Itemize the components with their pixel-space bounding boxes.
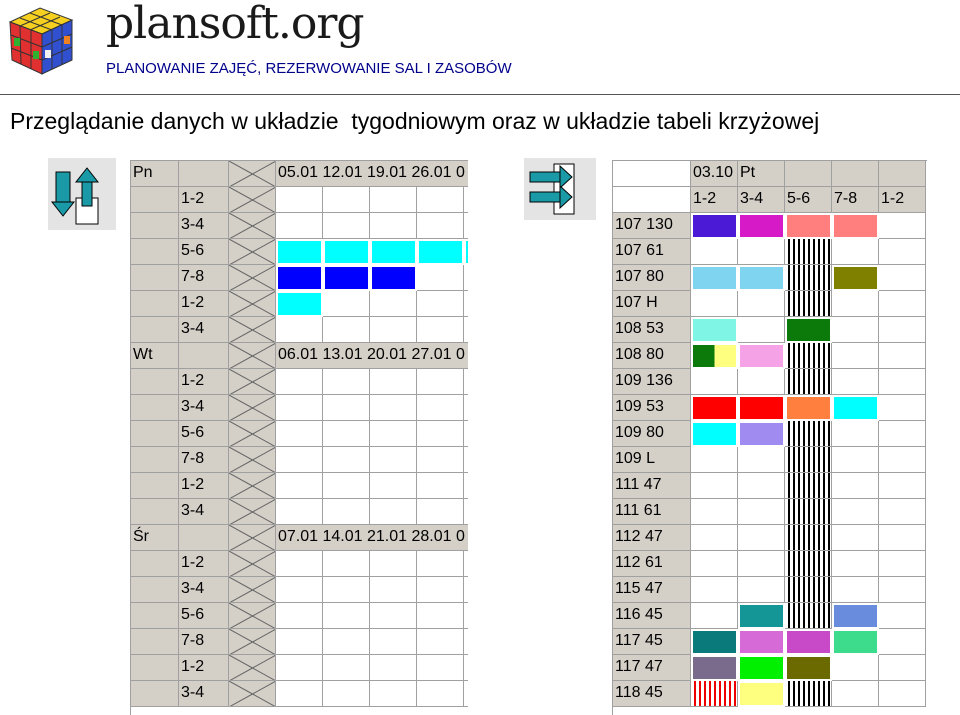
room-label[interactable]: 109 53 xyxy=(613,395,691,421)
schedule-cell[interactable] xyxy=(464,499,468,525)
schedule-cell[interactable] xyxy=(323,317,370,343)
booking-cell[interactable] xyxy=(832,265,879,291)
slot-label[interactable]: 7-8 xyxy=(179,447,229,473)
room-label[interactable]: 116 45 xyxy=(613,603,691,629)
room-label[interactable]: 109 80 xyxy=(613,421,691,447)
booking-cell[interactable] xyxy=(785,317,832,343)
room-label[interactable]: 112 47 xyxy=(613,525,691,551)
booking-cell[interactable] xyxy=(785,291,832,317)
schedule-cell[interactable] xyxy=(464,421,468,447)
schedule-cell[interactable] xyxy=(417,421,464,447)
slot-header[interactable]: 3-4 xyxy=(738,187,785,213)
schedule-cell[interactable] xyxy=(323,629,370,655)
week-dates: 05.01 12.01 19.01 26.01 0 xyxy=(276,161,468,187)
booking-cell[interactable] xyxy=(785,655,832,681)
schedule-cell[interactable] xyxy=(417,265,464,291)
schedule-cell[interactable] xyxy=(417,473,464,499)
slot-label[interactable]: 1-2 xyxy=(179,187,229,213)
row-header-blank xyxy=(131,655,179,681)
schedule-cell[interactable] xyxy=(464,577,468,603)
booking-cell[interactable] xyxy=(832,369,879,395)
schedule-cell[interactable] xyxy=(276,395,323,421)
schedule-cell[interactable] xyxy=(323,499,370,525)
booking-cell[interactable] xyxy=(879,421,926,447)
booking-cell[interactable] xyxy=(785,681,832,707)
arrows-right-icon xyxy=(524,158,596,220)
row-header-blank xyxy=(131,499,179,525)
schedule-cell[interactable] xyxy=(276,447,323,473)
cross-cell xyxy=(229,655,276,681)
row-header-blank xyxy=(131,473,179,499)
schedule-cell[interactable] xyxy=(370,213,417,239)
day-label-spacer xyxy=(179,525,229,551)
schedule-cell[interactable] xyxy=(370,447,417,473)
booking-cell[interactable] xyxy=(785,213,832,239)
schedule-cell[interactable] xyxy=(323,577,370,603)
room-label[interactable]: 109 136 xyxy=(613,369,691,395)
booking-cell[interactable] xyxy=(691,473,738,499)
schedule-cell[interactable] xyxy=(276,603,323,629)
booking-cell[interactable] xyxy=(738,421,785,447)
booking-cell[interactable] xyxy=(738,681,785,707)
booking-cell[interactable] xyxy=(738,213,785,239)
cross-cell xyxy=(229,629,276,655)
schedule-cell[interactable] xyxy=(417,629,464,655)
date-header: 03.10 xyxy=(691,161,738,187)
header-blank xyxy=(785,161,832,187)
booking-cell[interactable] xyxy=(738,473,785,499)
schedule-cell[interactable] xyxy=(276,317,323,343)
cross-cell xyxy=(229,603,276,629)
room-label[interactable]: 117 45 xyxy=(613,629,691,655)
booking-cell[interactable] xyxy=(785,577,832,603)
schedule-cell[interactable] xyxy=(276,473,323,499)
schedule-cell[interactable] xyxy=(370,239,417,265)
schedule-cell[interactable] xyxy=(276,655,323,681)
slot-label[interactable]: 3-4 xyxy=(179,681,229,707)
booking-cell[interactable] xyxy=(691,395,738,421)
header-blank xyxy=(832,161,879,187)
booking-cell[interactable] xyxy=(691,629,738,655)
schedule-cell[interactable] xyxy=(464,265,468,291)
schedule-cell[interactable] xyxy=(370,187,417,213)
row-header-blank xyxy=(131,421,179,447)
cross-cell xyxy=(229,161,276,187)
booking-cell[interactable] xyxy=(785,473,832,499)
brand-subtitle: PLANOWANIE ZAJĘĆ, REZERWOWANIE SAL I ZASOBÓW xyxy=(106,60,512,77)
booking-cell[interactable] xyxy=(738,629,785,655)
booking-cell[interactable] xyxy=(879,681,926,707)
cross-cell xyxy=(229,421,276,447)
booking-cell[interactable] xyxy=(691,369,738,395)
booking-cell[interactable] xyxy=(879,265,926,291)
schedule-cell[interactable] xyxy=(276,213,323,239)
schedule-cell[interactable] xyxy=(276,577,323,603)
booking-cell[interactable] xyxy=(738,447,785,473)
schedule-cell[interactable] xyxy=(370,317,417,343)
schedule-cell[interactable] xyxy=(276,187,323,213)
booking-cell[interactable] xyxy=(879,291,926,317)
room-label[interactable]: 109 L xyxy=(613,447,691,473)
booking-cell[interactable] xyxy=(785,369,832,395)
swap-vertical-icon xyxy=(48,158,116,230)
schedule-cell[interactable] xyxy=(417,577,464,603)
slot-header[interactable]: 1-2 xyxy=(879,187,926,213)
booking-cell[interactable] xyxy=(879,577,926,603)
room-label[interactable]: 112 61 xyxy=(613,551,691,577)
booking-cell[interactable] xyxy=(691,603,738,629)
booking-cell[interactable] xyxy=(785,447,832,473)
row-header-blank xyxy=(131,317,179,343)
booking-cell[interactable] xyxy=(738,395,785,421)
schedule-cell[interactable] xyxy=(370,473,417,499)
slot-label[interactable]: 1-2 xyxy=(179,369,229,395)
page-title: Przeglądanie danych w układzie tygodniowym oraz w układzie tabeli krzyżowej xyxy=(10,108,820,134)
schedule-cell[interactable] xyxy=(276,551,323,577)
schedule-cell[interactable] xyxy=(464,317,468,343)
row-header-blank xyxy=(131,265,179,291)
schedule-cell[interactable] xyxy=(464,239,468,265)
cross-cell xyxy=(229,577,276,603)
booking-cell[interactable] xyxy=(691,577,738,603)
booking-cell[interactable] xyxy=(879,629,926,655)
booking-cell[interactable] xyxy=(738,525,785,551)
cross-cell xyxy=(229,317,276,343)
corner-cell xyxy=(613,161,691,187)
booking-cell[interactable] xyxy=(879,343,926,369)
booking-cell[interactable] xyxy=(785,395,832,421)
row-header-blank xyxy=(131,369,179,395)
booking-cell[interactable] xyxy=(785,343,832,369)
cross-cell xyxy=(229,343,276,369)
cross-cell xyxy=(229,291,276,317)
booking-cell[interactable] xyxy=(832,655,879,681)
schedule-cell[interactable] xyxy=(417,603,464,629)
booking-cell[interactable] xyxy=(691,525,738,551)
slot-label[interactable]: 3-4 xyxy=(179,499,229,525)
row-header-blank xyxy=(131,681,179,707)
day-label[interactable]: Wt xyxy=(131,343,179,369)
booking-cell[interactable] xyxy=(879,525,926,551)
booking-cell[interactable] xyxy=(832,473,879,499)
schedule-cell[interactable] xyxy=(323,551,370,577)
booking-cell[interactable] xyxy=(879,499,926,525)
cross-cell xyxy=(229,395,276,421)
booking-cell[interactable] xyxy=(738,369,785,395)
booking-cell[interactable] xyxy=(738,343,785,369)
schedule-cell[interactable] xyxy=(370,421,417,447)
schedule-cell[interactable] xyxy=(417,317,464,343)
schedule-cell[interactable] xyxy=(323,421,370,447)
booking-cell[interactable] xyxy=(879,447,926,473)
weekly-grid xyxy=(130,160,468,715)
day-label-spacer xyxy=(179,343,229,369)
schedule-cell[interactable] xyxy=(464,603,468,629)
weekly-view-button[interactable] xyxy=(48,158,116,230)
schedule-cell[interactable] xyxy=(370,551,417,577)
schedule-cell[interactable] xyxy=(323,395,370,421)
schedule-cell[interactable] xyxy=(323,239,370,265)
booking-cell[interactable] xyxy=(691,239,738,265)
slot-label[interactable]: 3-4 xyxy=(179,577,229,603)
schedule-cell[interactable] xyxy=(370,577,417,603)
slot-label[interactable]: 5-6 xyxy=(179,603,229,629)
row-header-blank xyxy=(131,603,179,629)
booking-cell[interactable] xyxy=(691,265,738,291)
booking-cell[interactable] xyxy=(832,421,879,447)
schedule-cell[interactable] xyxy=(464,681,468,707)
booking-cell[interactable] xyxy=(785,603,832,629)
room-label[interactable]: 107 130 xyxy=(613,213,691,239)
booking-cell[interactable] xyxy=(832,343,879,369)
schedule-cell[interactable] xyxy=(276,629,323,655)
booking-cell[interactable] xyxy=(785,629,832,655)
booking-cell[interactable] xyxy=(738,551,785,577)
cross-cell xyxy=(229,551,276,577)
schedule-cell[interactable] xyxy=(417,395,464,421)
room-label[interactable]: 107 80 xyxy=(613,265,691,291)
booking-cell[interactable] xyxy=(738,577,785,603)
room-label[interactable]: 108 53 xyxy=(613,317,691,343)
booking-cell[interactable] xyxy=(879,239,926,265)
header-blank xyxy=(879,161,926,187)
schedule-cell[interactable] xyxy=(464,213,468,239)
booking-cell[interactable] xyxy=(832,629,879,655)
schedule-cell[interactable] xyxy=(417,681,464,707)
booking-cell[interactable] xyxy=(738,291,785,317)
schedule-cell[interactable] xyxy=(417,551,464,577)
schedule-cell[interactable] xyxy=(323,213,370,239)
slot-label[interactable]: 5-6 xyxy=(179,421,229,447)
row-header-blank xyxy=(131,239,179,265)
booking-cell[interactable] xyxy=(832,551,879,577)
row-header-blank xyxy=(131,447,179,473)
booking-cell[interactable] xyxy=(691,421,738,447)
booking-cell[interactable] xyxy=(832,395,879,421)
schedule-cell[interactable] xyxy=(417,291,464,317)
booking-cell[interactable] xyxy=(738,239,785,265)
booking-cell[interactable] xyxy=(691,655,738,681)
slot-label[interactable]: 7-8 xyxy=(179,265,229,291)
booking-cell[interactable] xyxy=(691,681,738,707)
cross-cell xyxy=(229,473,276,499)
schedule-cell[interactable] xyxy=(417,213,464,239)
schedule-cell[interactable] xyxy=(464,629,468,655)
booking-cell[interactable] xyxy=(738,655,785,681)
slot-label[interactable]: 1-2 xyxy=(179,551,229,577)
cross-cell xyxy=(229,681,276,707)
crosstab-grid xyxy=(612,160,927,715)
booking-cell[interactable] xyxy=(879,369,926,395)
schedule-cell[interactable] xyxy=(370,369,417,395)
slot-label[interactable]: 1-2 xyxy=(179,291,229,317)
schedule-cell[interactable] xyxy=(323,291,370,317)
booking-cell[interactable] xyxy=(691,317,738,343)
booking-cell[interactable] xyxy=(691,499,738,525)
room-label[interactable]: 111 61 xyxy=(613,499,691,525)
booking-cell[interactable] xyxy=(691,291,738,317)
schedule-cell[interactable] xyxy=(417,499,464,525)
brand-title: plansoft.org xyxy=(106,0,364,49)
day-label-spacer xyxy=(179,161,229,187)
booking-cell[interactable] xyxy=(832,577,879,603)
schedule-cell[interactable] xyxy=(464,187,468,213)
schedule-cell[interactable] xyxy=(464,369,468,395)
booking-cell[interactable] xyxy=(879,655,926,681)
schedule-cell[interactable] xyxy=(323,603,370,629)
booking-cell[interactable] xyxy=(691,343,738,369)
slot-label[interactable]: 3-4 xyxy=(179,395,229,421)
slot-label[interactable]: 1-2 xyxy=(179,655,229,681)
slot-header[interactable]: 1-2 xyxy=(691,187,738,213)
schedule-cell[interactable] xyxy=(276,499,323,525)
corner-cell xyxy=(613,187,691,213)
schedule-cell[interactable] xyxy=(370,291,417,317)
booking-cell[interactable] xyxy=(691,551,738,577)
week-dates: 06.01 13.01 20.01 27.01 0 xyxy=(276,343,468,369)
booking-cell[interactable] xyxy=(785,525,832,551)
schedule-cell[interactable] xyxy=(370,681,417,707)
booking-cell[interactable] xyxy=(879,395,926,421)
booking-cell[interactable] xyxy=(691,447,738,473)
cross-cell xyxy=(229,525,276,551)
cross-cell xyxy=(229,265,276,291)
booking-cell[interactable] xyxy=(785,421,832,447)
booking-cell[interactable] xyxy=(738,499,785,525)
booking-cell[interactable] xyxy=(879,317,926,343)
schedule-cell[interactable] xyxy=(323,473,370,499)
schedule-cell[interactable] xyxy=(464,551,468,577)
slot-label[interactable]: 1-2 xyxy=(179,473,229,499)
schedule-cell[interactable] xyxy=(323,655,370,681)
schedule-cell[interactable] xyxy=(276,421,323,447)
schedule-cell[interactable] xyxy=(417,369,464,395)
row-header-blank xyxy=(131,213,179,239)
schedule-cell[interactable] xyxy=(417,187,464,213)
schedule-cell[interactable] xyxy=(464,655,468,681)
booking-cell[interactable] xyxy=(832,681,879,707)
booking-cell[interactable] xyxy=(785,265,832,291)
booking-cell[interactable] xyxy=(832,291,879,317)
booking-cell[interactable] xyxy=(785,499,832,525)
day-label[interactable]: Śr xyxy=(131,525,179,551)
cross-cell xyxy=(229,239,276,265)
booking-cell[interactable] xyxy=(879,603,926,629)
schedule-cell[interactable] xyxy=(370,629,417,655)
slot-label[interactable]: 5-6 xyxy=(179,239,229,265)
row-header-blank xyxy=(131,577,179,603)
week-dates: 07.01 14.01 21.01 28.01 0 xyxy=(276,525,468,551)
rubik-cube-icon xyxy=(2,4,78,78)
booking-cell[interactable] xyxy=(738,317,785,343)
schedule-cell[interactable] xyxy=(370,655,417,681)
booking-cell[interactable] xyxy=(832,317,879,343)
schedule-cell[interactable] xyxy=(323,187,370,213)
booking-cell[interactable] xyxy=(832,447,879,473)
schedule-cell[interactable] xyxy=(370,603,417,629)
row-header-blank xyxy=(131,551,179,577)
cross-cell xyxy=(229,369,276,395)
cross-cell xyxy=(229,187,276,213)
schedule-cell[interactable] xyxy=(464,395,468,421)
schedule-cell[interactable] xyxy=(464,447,468,473)
schedule-cell[interactable] xyxy=(417,655,464,681)
schedule-cell[interactable] xyxy=(370,265,417,291)
row-header-blank xyxy=(131,291,179,317)
schedule-cell[interactable] xyxy=(464,291,468,317)
slot-label[interactable]: 3-4 xyxy=(179,213,229,239)
schedule-cell[interactable] xyxy=(370,395,417,421)
slot-label[interactable]: 3-4 xyxy=(179,317,229,343)
schedule-cell[interactable] xyxy=(323,447,370,473)
booking-cell[interactable] xyxy=(832,213,879,239)
schedule-cell[interactable] xyxy=(323,265,370,291)
schedule-cell[interactable] xyxy=(276,369,323,395)
room-label[interactable]: 118 45 xyxy=(613,681,691,707)
schedule-cell[interactable] xyxy=(370,499,417,525)
room-label[interactable]: 115 47 xyxy=(613,577,691,603)
schedule-cell[interactable] xyxy=(276,681,323,707)
room-label[interactable]: 107 61 xyxy=(613,239,691,265)
row-header-blank xyxy=(131,629,179,655)
row-header-blank xyxy=(131,395,179,421)
booking-cell[interactable] xyxy=(879,213,926,239)
booking-cell[interactable] xyxy=(785,551,832,577)
day-label[interactable]: Pn xyxy=(131,161,179,187)
booking-cell[interactable] xyxy=(785,239,832,265)
room-label[interactable]: 107 H xyxy=(613,291,691,317)
day-header: Pt xyxy=(738,161,785,187)
booking-cell[interactable] xyxy=(832,525,879,551)
booking-cell[interactable] xyxy=(832,239,879,265)
booking-cell[interactable] xyxy=(832,603,879,629)
booking-cell[interactable] xyxy=(691,213,738,239)
booking-cell[interactable] xyxy=(832,499,879,525)
booking-cell[interactable] xyxy=(879,473,926,499)
slot-header[interactable]: 7-8 xyxy=(832,187,879,213)
row-header-blank xyxy=(131,187,179,213)
room-label[interactable]: 111 47 xyxy=(613,473,691,499)
schedule-cell[interactable] xyxy=(417,239,464,265)
cross-cell xyxy=(229,213,276,239)
room-label[interactable]: 108 80 xyxy=(613,343,691,369)
schedule-cell[interactable] xyxy=(276,239,323,265)
cross-cell xyxy=(229,447,276,473)
slot-header[interactable]: 5-6 xyxy=(785,187,832,213)
schedule-cell[interactable] xyxy=(276,291,323,317)
schedule-cell[interactable] xyxy=(323,369,370,395)
room-label[interactable]: 117 47 xyxy=(613,655,691,681)
booking-cell[interactable] xyxy=(738,265,785,291)
slot-label[interactable]: 7-8 xyxy=(179,629,229,655)
header-divider xyxy=(0,94,960,95)
schedule-cell[interactable] xyxy=(323,681,370,707)
booking-cell[interactable] xyxy=(738,603,785,629)
schedule-cell[interactable] xyxy=(276,265,323,291)
schedule-cell[interactable] xyxy=(417,447,464,473)
booking-cell[interactable] xyxy=(879,551,926,577)
cross-cell xyxy=(229,499,276,525)
crosstab-view-button[interactable] xyxy=(524,158,596,220)
schedule-cell[interactable] xyxy=(464,473,468,499)
